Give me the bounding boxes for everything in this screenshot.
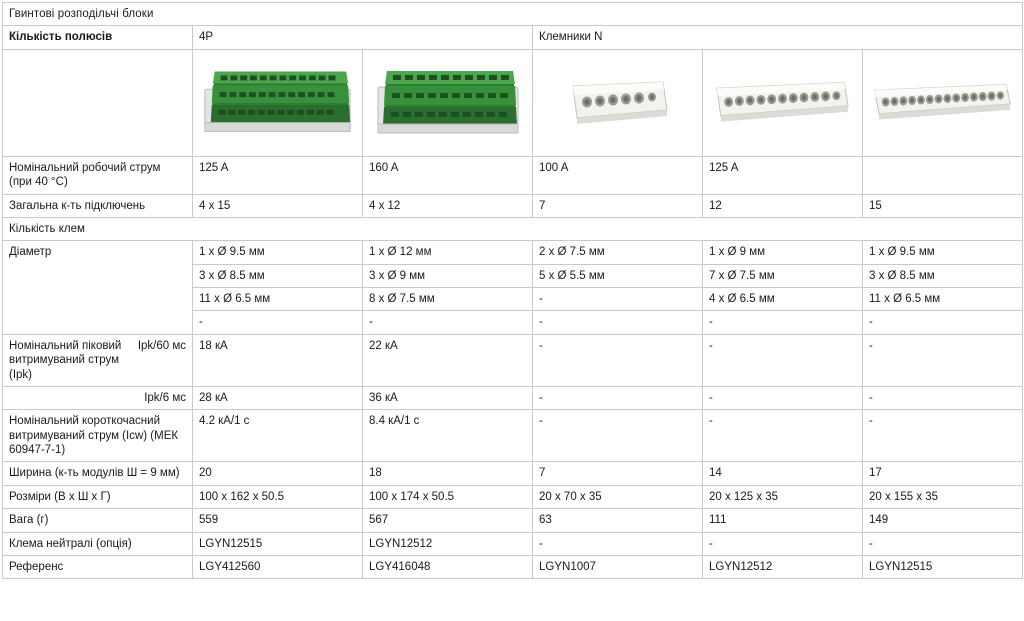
cell-width-2: 18 [363, 462, 533, 485]
section-label-terminals: Кількість клем [3, 217, 1023, 240]
row-label-ipk-main: Номінальний піковий витримуваний струм (Ipk) [9, 339, 122, 381]
cell-diameter-3-5: 11 x Ø 6.5 мм [863, 288, 1023, 311]
cell-rated-current-4: 125 A [703, 156, 863, 194]
table-row [3, 334, 1023, 386]
specification-table [2, 2, 1023, 579]
cell-dimensions-3: 20 x 70 x 35 [533, 485, 703, 508]
cell-diameter-2-4: 7 x Ø 7.5 мм [703, 264, 863, 287]
cell-rated-current-1: 125 A [193, 156, 363, 194]
cell-ipk60-2: 22 кА [363, 334, 533, 386]
cell-neutral-4: - [703, 532, 863, 555]
section-header-terminals [3, 217, 1023, 240]
header-poles-label: Кількість полюсів [3, 26, 193, 49]
neutral-terminal-block-7-icon [563, 76, 673, 128]
cell-width-5: 17 [863, 462, 1023, 485]
row-label-dimensions: Розміри (В x Ш x Г) [3, 485, 193, 508]
row-label-ipk-60: Ipk/60 мс [137, 339, 186, 352]
cell-ipk6-1: 28 кА [193, 386, 363, 409]
cell-neutral-3: - [533, 532, 703, 555]
cell-diameter-1-1: 1 x Ø 9.5 мм [193, 241, 363, 264]
cell-diameter-1-4: 1 x Ø 9 мм [703, 241, 863, 264]
cell-diameter-1-2: 1 x Ø 12 мм [363, 241, 533, 264]
table-row [3, 194, 1023, 217]
table-row [3, 156, 1023, 194]
cell-reference-2: LGY416048 [363, 555, 533, 578]
table-row [3, 410, 1023, 462]
cell-ipk60-1: 18 кА [193, 334, 363, 386]
row-label-ipk [3, 334, 193, 386]
cell-total-connections-3: 7 [533, 194, 703, 217]
row-label-diameter: Діаметр [3, 241, 193, 335]
cell-width-3: 7 [533, 462, 703, 485]
cell-width-1: 20 [193, 462, 363, 485]
distribution-block-4p-icon-2 [373, 63, 523, 141]
reference-row [3, 555, 1023, 578]
header-neutral-blocks: Клемники N [533, 26, 1023, 49]
header-4p: 4P [193, 26, 533, 49]
cell-total-connections-2: 4 x 12 [363, 194, 533, 217]
cell-neutral-5: - [863, 532, 1023, 555]
neutral-terminal-block-15-icon [869, 76, 1016, 128]
cell-rated-current-3: 100 A [533, 156, 703, 194]
cell-weight-3: 63 [533, 509, 703, 532]
cell-diameter-3-3: - [533, 288, 703, 311]
cell-reference-5: LGYN12515 [863, 555, 1023, 578]
image-row-empty-label [3, 49, 193, 156]
cell-reference-3: LGYN1007 [533, 555, 703, 578]
row-label-neutral-terminal: Клема нейтралі (опція) [3, 532, 193, 555]
cell-dimensions-2: 100 x 174 x 50.5 [363, 485, 533, 508]
cell-diameter-3-4: 4 x Ø 6.5 мм [703, 288, 863, 311]
product-image-3-wrap [539, 54, 696, 150]
product-image-5-wrap [869, 54, 1016, 150]
cell-dimensions-4: 20 x 125 x 35 [703, 485, 863, 508]
row-label-total-connections: Загальна к-ть підключень [3, 194, 193, 217]
cell-ipk6-5: - [863, 386, 1023, 409]
row-label-rated-current: Номінальний робочий струм (при 40 °C) [3, 156, 193, 194]
cell-diameter-4-3: - [533, 311, 703, 334]
cell-dimensions-5: 20 x 155 x 35 [863, 485, 1023, 508]
cell-weight-1: 559 [193, 509, 363, 532]
cell-icw-4: - [703, 410, 863, 462]
cell-icw-2: 8.4 кА/1 с [363, 410, 533, 462]
row-label-weight: Вага (г) [3, 509, 193, 532]
table-row [3, 241, 1023, 264]
product-image-row [3, 49, 1023, 156]
cell-rated-current-2: 160 A [363, 156, 533, 194]
distribution-block-4p-icon-1 [199, 63, 356, 141]
neutral-terminal-block-12-icon [709, 76, 856, 128]
cell-diameter-1-3: 2 x Ø 7.5 мм [533, 241, 703, 264]
cell-icw-5: - [863, 410, 1023, 462]
cell-icw-3: - [533, 410, 703, 462]
product-image-4 [703, 49, 863, 156]
product-image-2 [363, 49, 533, 156]
cell-reference-4: LGYN12512 [703, 555, 863, 578]
table-title-row [3, 3, 1023, 26]
cell-weight-5: 149 [863, 509, 1023, 532]
cell-rated-current-5 [863, 156, 1023, 194]
cell-ipk6-4: - [703, 386, 863, 409]
cell-ipk60-5: - [863, 334, 1023, 386]
cell-total-connections-5: 15 [863, 194, 1023, 217]
product-image-1-wrap [199, 54, 356, 150]
row-label-icw: Номінальний короткочасний витримуваний струм (Icw) (МЕК 60947-7-1) [3, 410, 193, 462]
cell-diameter-3-2: 8 x Ø 7.5 мм [363, 288, 533, 311]
page-title: Гвинтові розподільчі блоки [3, 3, 1023, 26]
cell-weight-4: 111 [703, 509, 863, 532]
cell-diameter-2-2: 3 x Ø 9 мм [363, 264, 533, 287]
cell-diameter-2-3: 5 x Ø 5.5 мм [533, 264, 703, 287]
product-image-2-wrap [369, 54, 526, 150]
column-header-row [3, 26, 1023, 49]
table-row [3, 509, 1023, 532]
cell-diameter-4-2: - [363, 311, 533, 334]
cell-diameter-3-1: 11 x Ø 6.5 мм [193, 288, 363, 311]
table-row [3, 462, 1023, 485]
product-image-5 [863, 49, 1023, 156]
cell-ipk60-4: - [703, 334, 863, 386]
cell-weight-2: 567 [363, 509, 533, 532]
cell-total-connections-4: 12 [703, 194, 863, 217]
cell-neutral-2: LGYN12512 [363, 532, 533, 555]
row-label-ipk-6: Ipk/6 мс [3, 386, 193, 409]
cell-ipk6-3: - [533, 386, 703, 409]
product-image-1 [193, 49, 363, 156]
table-row [3, 532, 1023, 555]
row-label-reference: Референс [3, 555, 193, 578]
cell-diameter-2-5: 3 x Ø 8.5 мм [863, 264, 1023, 287]
cell-icw-1: 4.2 кА/1 с [193, 410, 363, 462]
cell-dimensions-1: 100 x 162 x 50.5 [193, 485, 363, 508]
cell-diameter-4-4: - [703, 311, 863, 334]
cell-neutral-1: LGYN12515 [193, 532, 363, 555]
spec-sheet [0, 2, 1024, 621]
cell-diameter-2-1: 3 x Ø 8.5 мм [193, 264, 363, 287]
product-image-3 [533, 49, 703, 156]
cell-reference-1: LGY412560 [193, 555, 363, 578]
cell-diameter-4-5: - [863, 311, 1023, 334]
cell-total-connections-1: 4 x 15 [193, 194, 363, 217]
table-row [3, 485, 1023, 508]
cell-diameter-4-1: - [193, 311, 363, 334]
product-image-4-wrap [709, 54, 856, 150]
cell-ipk60-3: - [533, 334, 703, 386]
cell-width-4: 14 [703, 462, 863, 485]
cell-diameter-1-5: 1 x Ø 9.5 мм [863, 241, 1023, 264]
cell-ipk6-2: 36 кА [363, 386, 533, 409]
row-label-width: Ширина (к-ть модулів Ш = 9 мм) [3, 462, 193, 485]
table-row [3, 386, 1023, 409]
